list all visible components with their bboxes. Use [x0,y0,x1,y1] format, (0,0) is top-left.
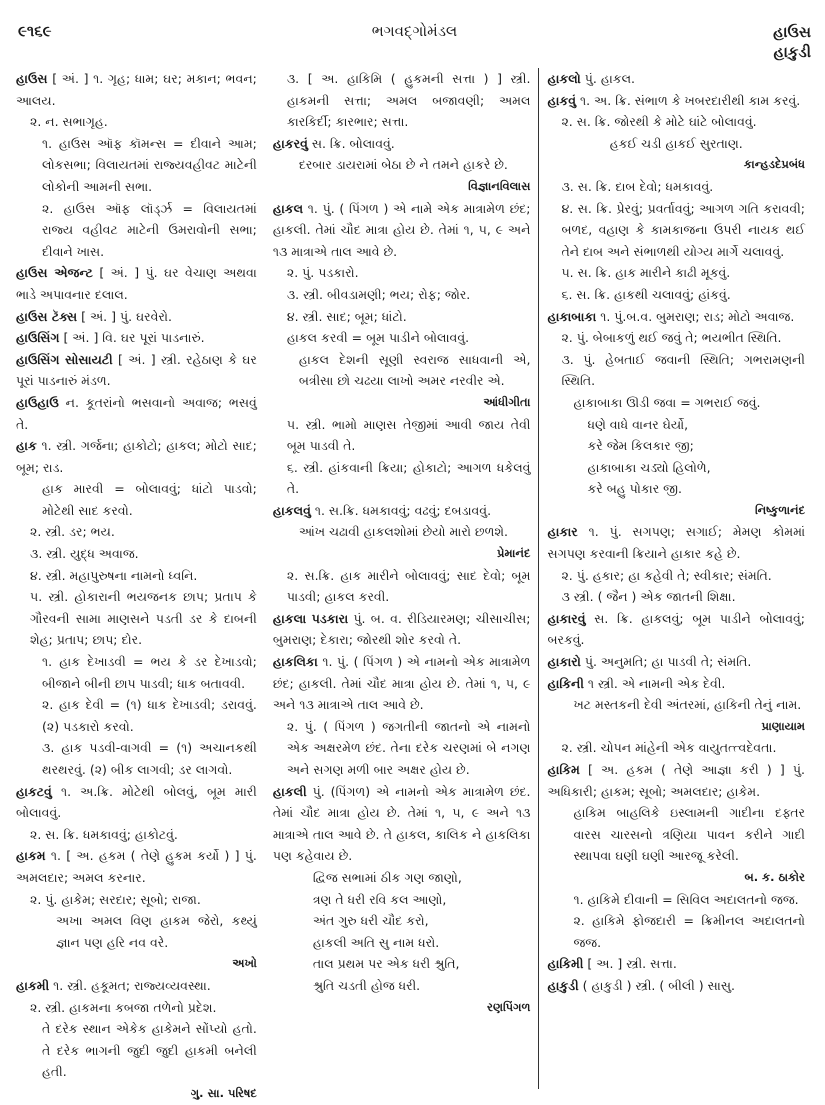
dictionary-entry [547,608,805,651]
entry-text: [ અ. ] સ્ત્રી. સત્તા. [583,956,677,972]
headword: હાઉસ એજન્ટ [16,265,93,281]
dictionary-entry [16,349,257,392]
dictionary-entry [273,651,531,716]
dictionary-entry [16,306,257,328]
entry-text: કરે જેમ કિલકાર જી; [587,438,694,454]
entry-text: ૪. સ. ક્રિ. પ્રેરવું; પ્રવર્તાવવું; આગળ ગતિ કરાવવી; બળદ, વહાણ કે કામકાજના ઉપરી નાયક થઈ તેને દાબ અને સંભાળથી યોગ્ય માર્ગે ચલાવવું. [561,200,806,259]
entry-line [16,478,257,521]
entry-text: ૩. સ્ત્રી. બીવડામણી; ભય; રોફ; જોર. [286,286,471,302]
entry-text: ૨. પું. ( પિંગળ ) જગતીની જાતનો એ નામનો એક અક્ષરમેળ છંદ. તેના દરેક ચરણમાં બે નગણ અને સગણ મળી બાર અક્ષર હોય છે. [286,718,531,777]
entry-text: [ અં. ] સ્ત્રી. રહેઠાણ કે ઘર પૂરાં પાડનારું મંડળ. [16,351,257,389]
entry-text: ૨. હાકિમે ફોજદારી = ક્રિમીનલ અદાલતનો જજ. [573,913,806,950]
entry-text: આંધીગીતા [483,394,531,409]
dictionary-entry [547,68,805,90]
citation-source [547,500,805,522]
citation-source [16,1083,257,1105]
entry-text: ૨. હાઉસ ઑફ લૉર્ડ્ઝ = વિલાયતમાં રાજ્ય વહીવટ માટેની ઉમરાવોની સભા; દીવાને ખાસ. [42,200,257,259]
entry-text: ૧. પું. ( પિંગળ ) એ નામનો એક માત્રામેળ છંદ; હાકલી. તેમાં ચૌદ માત્રા હોય છે. તેમાં ૧, ૫, ૯ અને ૧૩ માત્રાએ તાલ આવે છે. [272,654,531,713]
entry-text: કાન્હડદેપ્રબંધ [743,157,806,172]
column-2 [265,68,540,1089]
entry-line [16,586,257,651]
citation-source [16,953,257,975]
headword: હાકારો [547,654,581,670]
entry-text: કરે બહુ પોકાર જી. [587,481,682,497]
dictionary-entry [547,975,805,997]
guide-words [773,22,811,62]
dictionary-entry [547,651,805,673]
entry-text: પ્રેમાનંદ [497,546,531,561]
entry-text: ૧. સ્ત્રી. હકૂમત; રાજ્યવ્યવસ્થા. [49,977,211,993]
entry-line [16,543,257,565]
dictionary-entry [16,435,257,478]
entry-text: ન. કૂતરાંનો ભસવાનો અવાજ; ભસવું તે. [16,394,257,432]
entry-line [273,349,531,392]
entry-line [16,737,257,780]
entry-text: હાકાબાકા ઊડી જવા = ગભરાઈ જવું. [573,394,761,410]
entry-line [547,198,805,263]
entry-line [273,327,531,349]
entry-text: ૩ સ્ત્રી. ( જૈન ) એક જાતની શિક્ષા. [561,589,736,605]
entry-line [547,910,805,953]
entry-text: શ્રુતિ ચડતી હોજ ધરી. [312,977,421,993]
entry-line [16,910,257,953]
entry-line [273,910,531,932]
entry-text: ૨. ન. સભાગૃહ. [30,114,108,130]
entry-text: ૧. હાક દેખાડવી = ભય કે ડર દેખાડવો; બીજાને બીની છાપ પાડવી; ધાક બતાવવી. [42,654,257,691]
entry-line [273,953,531,975]
entry-text: રણપિંગળ [487,999,531,1014]
entry-line [16,694,257,737]
entry-line [16,889,257,911]
entry-text: ૫. સ. ક્રિ. હાક મારીને કાઢી મૂકવું. [561,265,731,281]
entry-line [547,327,805,349]
entry-line [547,586,805,608]
headword: હાકારવું [547,610,586,626]
headword: હાકાર [547,524,578,540]
entry-text: ૧. પું. ( પિંગળ ) એ નામે એક માત્રામેળ છંદ; હાકલી. તેમાં ચૌદ માત્રા હોય છે. તેમાં ૧, ૫, ૯ અને ૧૩ માત્રાએ તાલ આવે છે. [272,200,531,259]
headword: હાકલા પડકારા [272,610,349,626]
dictionary-entry [547,521,805,564]
entry-text: અંત ગુરુ ધરી ચૌદ કરો, [312,913,429,929]
entry-line [547,435,805,457]
entry-line [547,176,805,198]
entry-line [16,1018,257,1083]
entry-line [547,262,805,284]
citation-source [273,176,531,198]
dictionary-entry [273,781,531,867]
headword: હાક [16,438,37,454]
entry-text: ૩. સ. ક્રિ. દાબ દેવો; ધમકાવવું. [561,178,714,194]
entry-text: [ અં. ] વિ. ઘર પૂરાં પાડનારું. [59,330,205,346]
entry-text: ૧. [ અ. હકમ ( તેણે હુકમ કર્યો ) ] પું. અમલદાર; અમલ કરનાર. [16,848,257,885]
entry-text: ૨. હાક દેવી = (૧) ધાક દેખાડવી; ડરાવવું. (૨) પડકારો કરવો. [42,697,257,734]
entry-line [547,565,805,587]
entry-text: દરબાર ડાયરામાં બેઠા છે ને તમને હાકરે છે. [298,157,508,173]
entry-text: અખો [232,956,257,971]
entry-line [547,889,805,911]
entry-line [547,737,805,759]
entry-line [273,521,531,543]
entry-text: ૩. સ્ત્રી. યુદ્ધ અવાજ. [30,546,139,562]
entry-text: હાક મારવી = બોલાવવું; ધાંટો પાડવો; મોટેથી સાદ કરવો. [42,481,257,518]
entry-line [547,284,805,306]
dictionary-entry [273,198,531,263]
dictionary-entry [16,68,257,111]
entry-line [547,133,805,155]
headword: હાકલ [272,200,304,216]
headword: હાકમી [16,977,50,993]
entry-text: દ્વિજ સભામાં ઠીક ગણ જાણો, [312,869,462,885]
entry-line [547,478,805,500]
citation-source [273,543,531,565]
headword: હાકાબાકા [547,308,597,324]
entry-text: ૨. સ. ક્રિ. જોરથી કે મોટે ઘાંટે બોલાવવું. [561,114,757,130]
headword: હાઉસિંગ સોસાયટી [16,351,113,367]
entry-line [16,198,257,263]
dictionary-entry [273,133,531,155]
entry-text: ૩. [ અ. હાકિમિ ( હુકમની સત્તા ) ] સ્ત્રી. હાકમની સત્તા; અમલ બજાવણી; અમલ કારકિર્દી; કારભાર; સત્તા. [286,71,531,130]
entry-text: અખા અમલ વિણ હાકમ જેરો, કથ્યું જ્ઞાન પણ હરિ નવ વરે. [56,913,257,950]
column-3 [539,68,813,1089]
entry-text: ૨. સ. ક્રિ. ધમકાવવું; હાકોટવું. [30,826,178,842]
entry-line [273,975,531,997]
entry-text: ૨. પું. હાકેમ; સરદાર; સૂબો; રાજા. [30,891,201,907]
entry-text: ૨. પું. હકાર; હા કહેવી તે; સ્વીકાર; સંમતિ. [561,567,772,583]
dictionary-entry [547,953,805,975]
headword: હાકલી [272,783,307,799]
headword: હાકલવું [272,502,311,518]
entry-text: પું. હાકલ. [580,71,636,86]
entry-text: હાકલ દેશની સૂણી સ્વરાજ સાધવાની એ, બત્રીસા છો ચઢયા લાખો અમર નરવીર એ. [298,351,531,389]
headword: હાકલિકા [272,654,318,670]
dictionary-entry [547,673,805,695]
entry-line [547,457,805,479]
citation-source [273,392,531,414]
entry-text: ૨. પું. બેબાકળું થઈ જવું તે; ભયભીત સ્થિતિ. [561,330,782,346]
entry-text: પું. અનુમતિ; હા પાડવી તે; સંમતિ. [580,654,752,670]
entry-text: ૬. સ્ત્રી. હાંકવાની ક્રિયા; હોકાટો; આગળ ધકેલવું તે. [286,459,531,497]
guide-word-first: હાઉસ [773,23,811,41]
column-1 [16,68,265,1100]
entry-text: ૧. હાઉસ ઑફ કૉમન્સ = દીવાને આમ; લોકસભા; વિલાયતમાં રાજ્યવહીવટ માટેની લોકોની આમની સભા. [42,135,257,194]
entry-text: ૩. પું. હેબતાઈ જવાની સ્થિતિ; ગભરામણની સ્થિતિ. [561,351,806,389]
entry-line [547,111,805,133]
entry-line [16,521,257,543]
entry-text: ૬. સ. ક્રિ. હાકથી ચલાવવું; હાંકવું. [561,286,731,302]
dictionary-entry [16,392,257,435]
entry-line [273,457,531,500]
dictionary-entry [547,90,805,112]
entry-text: ( હાકુડી ) સ્ત્રી. ( બીલી ) સાસુ. [578,977,735,993]
entry-line [273,154,531,176]
entry-text: તે દરેક સ્થાન એકેક હાકેમને સોંપ્યો હતો. તે દરેક ભાગની જુદી જુદી હાકમી બનેલી હતી. [42,1021,257,1080]
entry-line [273,306,531,328]
entry-text: વિજ્ઞાનવિલાસ [468,178,531,193]
entry-text: ૧. અ. ક્રિ. સંભાળ કે ખબરદારીથી કામ કરવું. [576,92,801,108]
entry-text: ૧. અ.ક્રિ. મોટેથી બોલવું, બૂમ મારી બોલાવવું. [16,783,257,821]
entry-text: ૪. સ્ત્રી. સાદ; બૂમ; ધાંટો. [286,308,407,324]
entry-text: ૨. સ્ત્રી. ડર; ભય. [30,524,115,540]
entry-line [273,284,531,306]
entry-text: ૧. સ્ત્રી. ગર્જના; હાકોટો; હાકલ; મોટો સાદ; બૂમ; રાડ. [16,438,257,475]
entry-text: ૪. સ્ત્રી. મહાપુરુષના નામનો ધ્વનિ. [30,567,198,583]
entry-line [547,349,805,392]
citation-source [547,154,805,176]
citation-source [547,867,805,889]
entry-text: ૫. સ્ત્રી. ભામો માણસ તેજીમાં આવી જાય તેવી બૂમ પાડવી તે. [286,416,531,454]
headword: હાકિની [547,675,584,691]
entry-line [16,824,257,846]
entry-line [273,414,531,457]
entry-line [547,414,805,436]
headword: હાઉહાઉ [16,394,59,410]
entry-text: ૧ સ્ત્રી. એ નામની એક દેવી. [583,675,726,691]
page-header [18,18,811,62]
dictionary-entry [547,759,805,802]
dictionary-entry [16,975,257,997]
entry-text: ૩. હાક પડવી-વાગવી = (૧) અચાનકથી થરથરવું. (૨) બીક લાગવી; ડર લાગવો. [42,740,257,777]
entry-text: નિષ્કુળાનંદ [755,502,806,517]
dictionary-entry [16,845,257,888]
entry-text: ૧. પું.બ.વ. બુમરાણ; રાડ; મોટો અવાજ. [596,308,795,324]
entry-text: હકઈ ચડી હાકઈ સુરતાણ. [609,135,743,151]
entry-line [273,565,531,608]
guide-word-last: હાકુડી [773,43,811,61]
page-number: ૯૧૬૯ [18,22,52,40]
entry-line [273,867,531,889]
headword: હાઉસિંગ [16,330,60,346]
headword: હાકુડી [547,977,579,993]
entry-line [16,651,257,694]
dictionary-entry [16,262,257,305]
entry-text: પ્રાણાયામ [761,718,806,733]
entry-text: ગુ. સા. પરિષદ [190,1085,257,1100]
entry-text: ૨. પું. પડકારો. [286,265,359,281]
entry-line [16,997,257,1019]
entry-text: ખટ મસ્તકની દેવી અંતરમાં, હાકિની તેનું નામ. [573,697,802,713]
entry-line [16,565,257,587]
entry-text: બ. ક. ઠાકોર [744,869,806,884]
headword: હાઉસ ટૅક્સ [16,308,78,324]
headword: હાકિમ [547,762,580,777]
entry-text: ૧. પું. સગપણ; સગાઈ; મેમણ કોમમાં સગપણ કરવાની ક્રિયાને હાકાર કહે છે. [547,524,806,562]
entry-text: પું. (પિંગળ) એ નામનો એક માત્રામેળ છંદ. તેમાં ચૌદ માત્રા હોય છે. તેમાં ૧, ૫, ૯ અને ૧૩ માત્રાએ તાલ આવે છે. તે હાકલ, કાલિક ને હાકલિકા પણ કહેવાય છે. [272,783,531,864]
entry-line [547,802,805,867]
headword: હાકટવું [16,783,52,799]
entry-text: હાકાબાકા ચડ્યો હિલોળે, [587,459,711,475]
dictionary-columns [16,68,813,1100]
entry-text: [ અં. ] પું. ઘર વેચાણ અથવા ભાડે અપાવનાર દલાલ. [16,265,257,302]
entry-text: ૧. સ.ક્રિ. ધમકાવવું; વઢવું; દબડાવવું. [310,502,492,518]
headword: હાકમ [16,848,46,864]
entry-text: ૧. હાકિમે દીવાની = સિવિલ અદાલતનો જજ. [573,891,799,907]
entry-line [16,111,257,133]
headword: હાકવું [547,92,577,108]
dictionary-entry [273,608,531,651]
entry-text: [ અં. ] પું. ઘરવેરો. [77,308,172,324]
entry-text: હાકલ કરવી = બૂમ પાડીને બોલાવવું. [286,330,470,346]
entry-line [273,932,531,954]
entry-text: [ અં. ] ૧. ગૃહ; ધામ; ઘર; મકાન; ભવન; આલય. [16,71,257,108]
entry-text: ૨. સ.ક્રિ. હાક મારીને બોલાવવું; સાદ દેવો; બૂમ પાડવી; હાકલ કરવી. [286,567,531,605]
citation-source [273,997,531,1019]
headword: હાકરવું [272,135,308,151]
dictionary-entry [16,781,257,824]
entry-text: [ અ. હકમ ( તેણે આજ્ઞા કરી ) ] પું. અધિકારી; હાકમ; સૂબો; અમલદાર; હાકેમ. [547,762,806,799]
entry-text: ૫. સ્ત્રી. હોકારાની ભયજનક છાપ; પ્રતાપ કે ગૌરવની સામા માણસને પડતી ડર કે દાબની શેહ; પ્રતાપ; છાપ; દોર. [30,589,257,648]
entry-line [547,694,805,716]
dictionary-entry [16,327,257,349]
dictionary-entry [273,500,531,522]
entry-text: સ. ક્રિ. હાકલવું; બૂમ પાડીને બોલાવવું; બરકવું. [547,610,806,648]
entry-line [273,889,531,911]
headword: હાકલો [547,71,581,86]
entry-text: ૨. સ્ત્રી. ચોપન માંહેની એક વાયુતત્ત્વદેવતા. [561,740,777,756]
entry-line [273,262,531,284]
entry-line [547,392,805,414]
entry-text: ધણે વાધે વાનર ઘેર્યો, [587,416,689,432]
headword: હાકિમી [547,956,584,972]
entry-text: હાકિમ બાહલિકે ઇસ્લામની ગાદીના દફ્તર વારસ ચારસનો ત્રણિયા પાવન કરીને ગાદી સ્થાપવા ઘણી ઘણી આરજૂ કરેલી. [573,805,806,864]
entry-line [273,716,531,781]
entry-text: પું. બ. વ. રીડિયારમણ; ચીસાચીસ; બુમરાણ; દેકારા; જોરથી શોર કરવો તે. [272,610,531,648]
entry-text: હાકલી અતિ સુ નામ ધરો. [312,934,440,950]
entry-text: આંખ ચઢાવી હાકલશોમાં છેયો મારો છળશે. [298,524,508,540]
entry-text: સ. ક્રિ. બોલાવવું. [307,135,395,151]
entry-text: તાલ પ્રથમ પર એક ધરી શ્રુતિ, [312,956,460,972]
citation-source [547,716,805,738]
entry-line [273,68,531,133]
book-title: ભગવદ્ગોમંડલ [371,22,458,40]
headword: હાઉસ [16,71,48,86]
entry-text: ૨. સ્ત્રી. હાકમના કબજા તળેનો પ્રદેશ. [30,999,217,1015]
dictionary-entry [547,306,805,328]
entry-text: ત્રણ તે ધરી રવિ કલ આણો, [312,891,447,907]
entry-line [16,133,257,198]
